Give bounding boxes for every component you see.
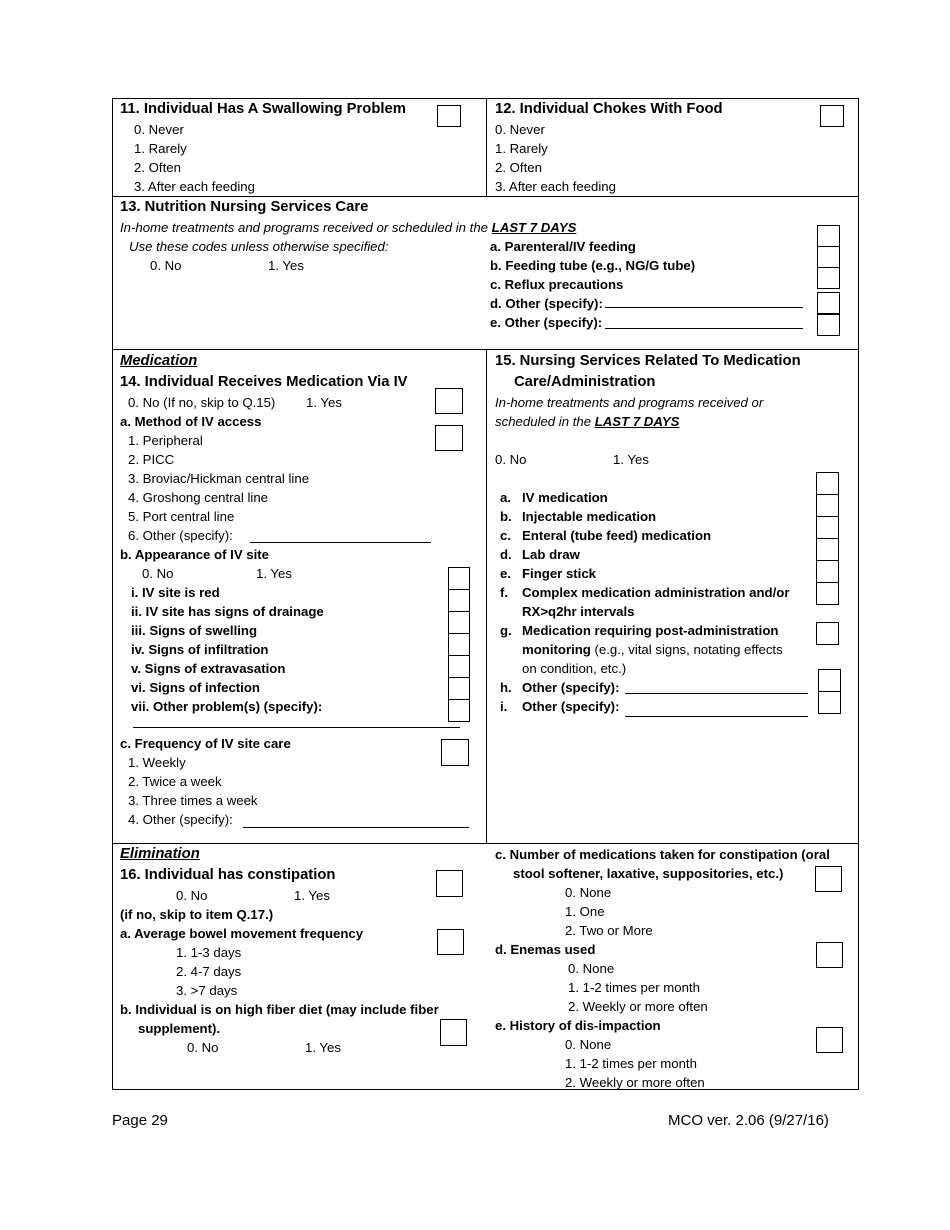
q15-box-f[interactable] (816, 582, 839, 605)
q14b-box-ii[interactable] (448, 589, 470, 612)
q15-item-letter: i. (500, 699, 508, 714)
q15-item-letter: b. (500, 509, 512, 524)
q15-box-h[interactable] (818, 669, 841, 692)
q12-answer-box[interactable] (820, 105, 844, 127)
q15-intro-text: scheduled in the (495, 414, 595, 429)
q14b-box-vii[interactable] (448, 699, 470, 722)
q15-item-cont: RX>q2hr intervals (522, 604, 635, 619)
q13-item: d. Other (specify): (490, 296, 603, 311)
q14a-option: 2. PICC (128, 452, 175, 467)
q16e-option: 0. None (565, 1037, 612, 1052)
q13-title: 13. Nutrition Nursing Services Care (120, 199, 369, 215)
q15-item: Medication requiring post-administration (522, 623, 779, 638)
q15-item-letter: c. (500, 528, 511, 543)
q15-item: Other (specify): (522, 680, 620, 695)
q16d-title: d. Enemas used (495, 942, 596, 957)
q14-title: 14. Individual Receives Medication Via IV (120, 374, 408, 390)
q16c-option: 1. One (565, 904, 605, 919)
q12-option: 2. Often (495, 160, 542, 175)
q14-answer-box[interactable] (435, 388, 463, 414)
q13-box-c[interactable] (817, 267, 840, 289)
q14a-title: a. Method of IV access (120, 414, 262, 429)
divider (112, 196, 859, 197)
q15-item-letter: d. (500, 547, 512, 562)
q14c-specify-line[interactable] (243, 827, 469, 828)
q16d-option: 2. Weekly or more often (568, 999, 708, 1014)
q15-title-cont: Care/Administration (514, 374, 656, 390)
q11-title: 11. Individual Has A Swallowing Problem (120, 101, 406, 117)
q16d-answer-box[interactable] (816, 942, 843, 968)
q14b-item: iii. Signs of swelling (131, 623, 258, 638)
q16-title: 16. Individual has constipation (120, 867, 336, 883)
q13-item: b. Feeding tube (e.g., NG/G tube) (490, 258, 696, 273)
q15-code-no: 0. No (495, 452, 527, 467)
q16d-option: 0. None (568, 961, 615, 976)
q14b-title: b. Appearance of IV site (120, 547, 270, 562)
q11-option: 2. Often (134, 160, 181, 175)
q14b-box-vi[interactable] (448, 677, 470, 700)
q11-option: 3. After each feeding (134, 179, 255, 194)
q14b-item: ii. IV site has signs of drainage (131, 604, 324, 619)
q15-item: Enteral (tube feed) medication (522, 528, 712, 543)
q15-item: Lab draw (522, 547, 580, 562)
q15-item-letter: h. (500, 680, 512, 695)
q14a-option: 6. Other (specify): (128, 528, 233, 543)
q16a-option: 2. 4-7 days (176, 964, 242, 979)
q14a-option: 3. Broviac/Hickman central line (128, 471, 310, 486)
q14-code-no: 0. No (If no, skip to Q.15) (128, 395, 276, 410)
q15-item: Complex medication administration and/or (522, 585, 790, 600)
divider (112, 843, 859, 844)
q14b-box-i[interactable] (448, 567, 470, 590)
q16e-answer-box[interactable] (816, 1027, 843, 1053)
page-number: Page 29 (112, 1112, 168, 1129)
q15-intro-cont (495, 412, 679, 431)
q15-item-letter: e. (500, 566, 511, 581)
q13-d-specify-line[interactable] (605, 307, 803, 308)
q13-item: a. Parenteral/IV feeding (490, 239, 636, 254)
q14a-option: 1. Peripheral (128, 433, 203, 448)
q14b-item: vi. Signs of infection (131, 680, 260, 695)
q15-item: Other (specify): (522, 699, 620, 714)
q16e-title: e. History of dis-impaction (495, 1018, 661, 1033)
q14b-code-yes: 1. Yes (256, 566, 292, 581)
q14b-item: iv. Signs of infiltration (131, 642, 269, 657)
q16-code-no: 0. No (176, 888, 208, 903)
q13-intro (120, 218, 576, 237)
q14c-option: 2. Twice a week (128, 774, 222, 789)
q15-box-i[interactable] (818, 691, 841, 714)
q13-intro-emphasis: LAST 7 DAYS (491, 220, 577, 235)
q14a-answer-box[interactable] (435, 425, 463, 451)
q14b-box-iii[interactable] (448, 611, 470, 634)
column-divider (486, 349, 487, 843)
q16b-title-cont: supplement). (138, 1021, 221, 1036)
q13-code-no: 0. No (150, 258, 182, 273)
q15-code-yes: 1. Yes (613, 452, 649, 467)
q15-box-c[interactable] (816, 516, 839, 539)
q14c-option: 4. Other (specify): (128, 812, 233, 827)
elimination-section-title: Elimination (120, 846, 200, 862)
q14b-item: vii. Other problem(s) (specify): (131, 699, 323, 714)
q13-code-yes: 1. Yes (268, 258, 304, 273)
q16c-answer-box[interactable] (815, 866, 842, 892)
q13-intro-text: In-home treatments and programs received or scheduled in the (120, 220, 492, 235)
q13-item: e. Other (specify): (490, 315, 603, 330)
q14a-specify-line[interactable] (250, 542, 431, 543)
q13-codes-note: Use these codes unless otherwise specified: (129, 239, 389, 254)
q16a-option: 3. >7 days (176, 983, 238, 998)
q15-i-specify-line[interactable] (625, 716, 808, 717)
column-divider (486, 98, 487, 196)
q13-box-e[interactable] (817, 314, 840, 336)
q15-g-monitoring: monitoring (522, 642, 591, 657)
q16d-option: 1. 1-2 times per month (568, 980, 700, 995)
q16e-option: 1. 1-2 times per month (565, 1056, 697, 1071)
q15-box-d[interactable] (816, 538, 839, 561)
medication-section-title: Medication (120, 353, 198, 369)
q13-box-d[interactable] (817, 292, 840, 314)
q13-box-a[interactable] (817, 225, 840, 247)
q15-item-cont: on condition, etc.) (522, 661, 627, 676)
q16c-option: 2. Two or More (565, 923, 653, 938)
q16b-code-yes: 1. Yes (305, 1040, 341, 1055)
q15-item-letter: g. (500, 623, 512, 638)
q11-option: 1. Rarely (134, 141, 187, 156)
q14c-option: 3. Three times a week (128, 793, 258, 808)
q16c-title-cont: stool softener, laxative, suppositories, etc.) (513, 866, 784, 881)
q16a-option: 1. 1-3 days (176, 945, 242, 960)
q14b-box-iv[interactable] (448, 633, 470, 656)
q13-e-specify-line[interactable] (605, 328, 803, 329)
q12-option: 3. After each feeding (495, 179, 616, 194)
q15-item: Finger stick (522, 566, 597, 581)
q15-item: Injectable medication (522, 509, 657, 524)
q16-answer-box[interactable] (436, 870, 463, 897)
q15-item-cont (522, 640, 783, 659)
q15-box-e[interactable] (816, 560, 839, 583)
q15-item-letter: a. (500, 490, 511, 505)
q11-option: 0. Never (134, 122, 184, 137)
version-label: MCO ver. 2.06 (9/27/16) (668, 1112, 829, 1129)
q14c-option: 1. Weekly (128, 755, 186, 770)
q14a-option: 5. Port central line (128, 509, 235, 524)
q15-h-specify-line[interactable] (625, 693, 808, 694)
q16b-code-no: 0. No (187, 1040, 219, 1055)
q15-box-g[interactable] (816, 622, 839, 645)
q14b-box-v[interactable] (448, 655, 470, 678)
q15-intro: In-home treatments and programs received or (495, 395, 764, 410)
q14a-option: 4. Groshong central line (128, 490, 269, 505)
q15-box-b[interactable] (816, 494, 839, 517)
q14-code-yes: 1. Yes (306, 395, 342, 410)
q15-item: IV medication (522, 490, 608, 505)
q16a-answer-box[interactable] (437, 929, 464, 955)
q14b-item: v. Signs of extravasation (131, 661, 286, 676)
q16e-option: 2. Weekly or more often (565, 1075, 705, 1090)
q12-option: 1. Rarely (495, 141, 548, 156)
q16c-title: c. Number of medications taken for constipation (oral (495, 847, 830, 862)
q16b-answer-box[interactable] (440, 1019, 467, 1046)
q13-box-b[interactable] (817, 246, 840, 268)
q15-box-a[interactable] (816, 472, 839, 495)
q13-item: c. Reflux precautions (490, 277, 624, 292)
q12-title: 12. Individual Chokes With Food (495, 101, 723, 117)
q12-option: 0. Never (495, 122, 545, 137)
q16a-title: a. Average bowel movement frequency (120, 926, 364, 941)
q15-g-note: (e.g., vital signs, notating effects (590, 642, 783, 657)
q14c-answer-box[interactable] (441, 739, 469, 766)
q14b-code-no: 0. No (142, 566, 174, 581)
q15-intro-emphasis: LAST 7 DAYS (594, 414, 680, 429)
q11-answer-box[interactable] (437, 105, 461, 127)
q14b-item: i. IV site is red (131, 585, 220, 600)
q16-skip-note: (if no, skip to item Q.17.) (120, 907, 274, 922)
q15-title: 15. Nursing Services Related To Medication (495, 353, 801, 369)
q16b-title: b. Individual is on high fiber diet (may include fiber (120, 1002, 439, 1017)
q16c-option: 0. None (565, 885, 612, 900)
q14c-title: c. Frequency of IV site care (120, 736, 291, 751)
q15-item-letter: f. (500, 585, 509, 600)
q14b-specify-line[interactable] (133, 727, 460, 728)
q16-code-yes: 1. Yes (294, 888, 330, 903)
